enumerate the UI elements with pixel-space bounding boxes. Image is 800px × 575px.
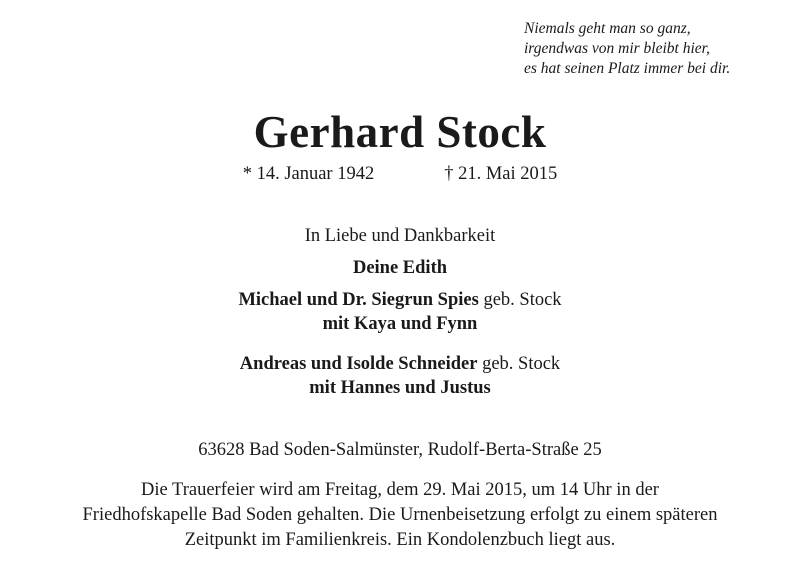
mourner-family-2 xyxy=(0,352,800,376)
family-2-suffix: geb. Stock xyxy=(477,354,561,374)
mourner-family-1 xyxy=(0,288,800,312)
mourners-intro: In Liebe und Dankbarkeit xyxy=(304,226,496,246)
funeral-info xyxy=(0,478,800,553)
birth-date: * 14. Januar 1942 xyxy=(242,164,375,184)
family-2-names: Andreas und Isolde Schneider xyxy=(239,354,478,374)
family-2-children: mit Hannes und Justus xyxy=(309,378,491,398)
poem-line: irgendwas von mir bleibt hier, xyxy=(524,40,710,57)
poem-line: Niemals geht man so ganz, xyxy=(524,20,691,37)
funeral-info-line: Zeitpunkt im Familienkreis. Ein Kondolenzbuch liegt aus. xyxy=(184,530,616,550)
funeral-info-line: Die Trauerfeier wird am Freitag, dem 29. Mai 2015, um 14 Uhr in der xyxy=(141,480,659,500)
address: 63628 Bad Soden-Salmünster, Rudolf-Berta-Straße 25 xyxy=(198,440,602,460)
poem xyxy=(524,19,794,79)
family-1-suffix: geb. Stock xyxy=(478,290,562,310)
family-1-children: mit Kaya und Fynn xyxy=(322,314,478,334)
poem-line: es hat seinen Platz immer bei dir. xyxy=(524,60,731,77)
funeral-info-line: Friedhofskapelle Bad Soden gehalten. Die Urnenbeisetzung erfolgt zu einem späteren xyxy=(82,505,718,525)
life-dates xyxy=(0,162,800,186)
death-date: † 21. Mai 2015 xyxy=(444,164,558,184)
deceased-name: Gerhard Stock xyxy=(253,107,547,157)
mourner-spouse: Deine Edith xyxy=(352,258,448,278)
family-1-names: Michael und Dr. Siegrun Spies xyxy=(238,290,479,310)
